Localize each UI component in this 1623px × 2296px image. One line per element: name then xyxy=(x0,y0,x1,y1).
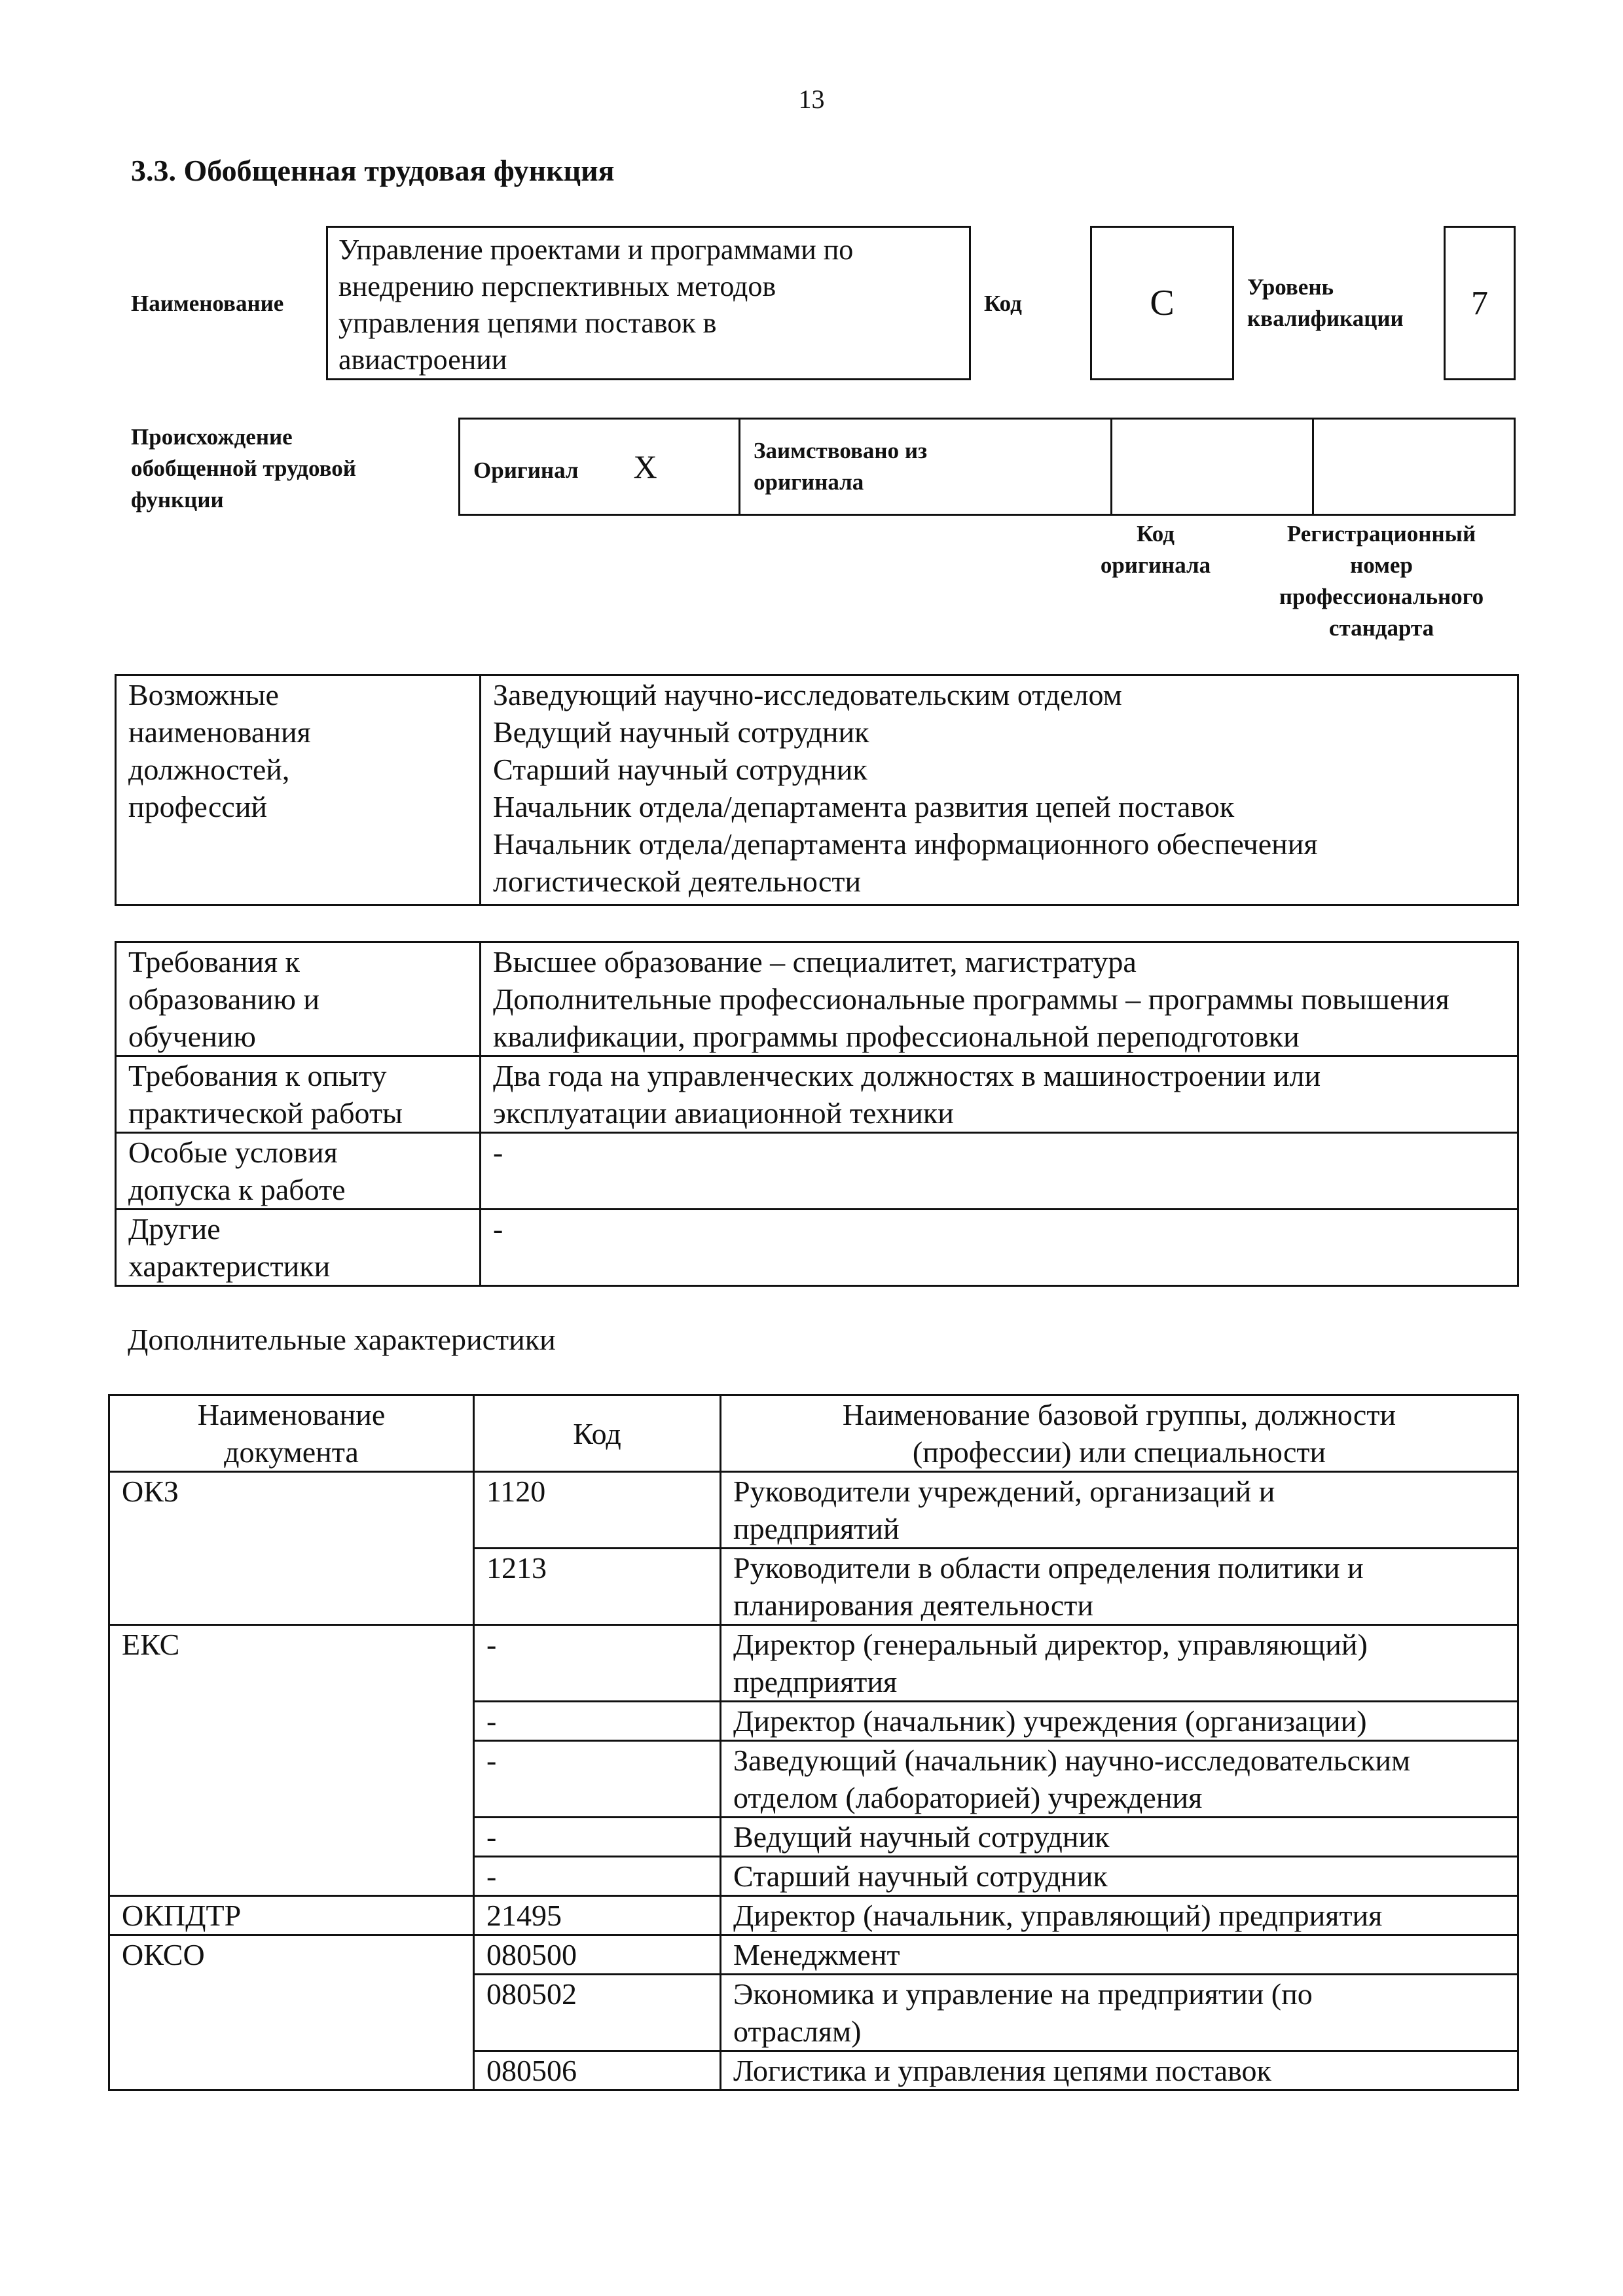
caption-line: Регистрационный xyxy=(1286,521,1476,547)
caption-line: номер xyxy=(1350,552,1413,578)
registration-number-cell xyxy=(1313,419,1515,515)
position-line: Заведующий научно-исследовательским отделом xyxy=(493,678,1122,711)
borrowed-cell xyxy=(740,419,1112,515)
header-doc xyxy=(109,1395,474,1472)
original-label: Оригинал xyxy=(473,457,579,483)
name-line: отраслям) xyxy=(733,2015,862,2048)
name-line: Экономика и управление на предприятии (по xyxy=(733,1977,1313,2011)
name-label: Наименование xyxy=(131,291,284,316)
requirement-label-line: практической работы xyxy=(128,1096,403,1130)
function-name-line: Управление проектами и программами по xyxy=(338,234,854,266)
requirement-value xyxy=(481,942,1518,1056)
name-cell xyxy=(721,1472,1518,1549)
table-row xyxy=(109,1472,1518,1549)
requirements-row xyxy=(116,1133,1518,1210)
code-cell: 080506 xyxy=(474,2051,721,2090)
section-title: 3.3. Обобщенная трудовая функция xyxy=(131,154,615,187)
code-cell: 1213 xyxy=(474,1549,721,1625)
requirement-label xyxy=(116,942,481,1056)
caption-line: оригинала xyxy=(1100,552,1211,578)
position-line: логистической деятельности xyxy=(493,865,862,898)
original-cell xyxy=(460,419,740,515)
name-line: Руководители учреждений, организаций и xyxy=(733,1475,1275,1508)
origin-label-line: обобщенной трудовой xyxy=(131,456,356,481)
code-cell: - xyxy=(474,1625,721,1702)
header-line: Наименование xyxy=(197,1398,386,1431)
function-name-box xyxy=(326,226,971,380)
requirement-label-line: Другие xyxy=(128,1212,221,1246)
name-cell: Менеджмент xyxy=(721,1935,1518,1975)
positions-label-line: наименования xyxy=(128,715,311,749)
code-value: С xyxy=(1090,226,1234,380)
code-cell: - xyxy=(474,1741,721,1818)
code-cell: - xyxy=(474,1857,721,1896)
requirement-label-line: характеристики xyxy=(128,1249,331,1283)
positions-label-line: должностей, xyxy=(128,753,290,786)
additional-title: Дополнительные характеристики xyxy=(128,1323,556,1356)
header-name xyxy=(721,1395,1518,1472)
requirement-label-line: допуска к работе xyxy=(128,1173,346,1206)
caption-line: стандарта xyxy=(1328,615,1434,641)
name-cell xyxy=(721,1549,1518,1625)
requirement-value-line: Высшее образование – специалитет, магистратура xyxy=(493,945,1137,978)
name-cell: Ведущий научный сотрудник xyxy=(721,1818,1518,1857)
borrowed-label-line: Заимствовано из xyxy=(754,438,928,463)
position-line: Начальник отдела/департамента информационного обеспечения xyxy=(493,827,1318,861)
header-line: документа xyxy=(224,1435,359,1469)
position-line: Старший научный сотрудник xyxy=(493,753,867,786)
name-cell: Директор (начальник, управляющий) предприятия xyxy=(721,1896,1518,1935)
doc-cell: ОКСО xyxy=(109,1935,474,2090)
level-label-line: Уровень xyxy=(1247,274,1334,300)
additional-table xyxy=(108,1394,1519,2091)
code-label: Код xyxy=(984,291,1022,316)
origin-label-line: функции xyxy=(131,487,224,512)
code-cell: - xyxy=(474,1702,721,1741)
doc-cell: ОКЗ xyxy=(109,1472,474,1625)
doc-cell: ЕКС xyxy=(109,1625,474,1896)
positions-label-line: профессий xyxy=(128,790,268,823)
positions-label xyxy=(116,675,481,905)
name-line: Заведующий (начальник) научно-исследовательским xyxy=(733,1744,1411,1777)
requirement-label xyxy=(116,1056,481,1133)
code-cell: 080500 xyxy=(474,1935,721,1975)
name-cell: Директор (начальник) учреждения (организации) xyxy=(721,1702,1518,1741)
name-cell xyxy=(721,1741,1518,1818)
caption-line: профессионального xyxy=(1279,584,1484,609)
origin-table xyxy=(458,418,1516,516)
requirement-label-line: Особые условия xyxy=(128,1136,338,1169)
function-name-line: управления цепями поставок в xyxy=(338,307,717,339)
requirement-label xyxy=(116,1210,481,1286)
registration-number-caption xyxy=(1237,518,1525,644)
level-value: 7 xyxy=(1444,226,1516,380)
position-line: Ведущий научный сотрудник xyxy=(493,715,869,749)
requirements-row xyxy=(116,1056,1518,1133)
function-name-line: авиастроении xyxy=(338,344,507,376)
name-line: планирования деятельности xyxy=(733,1588,1093,1622)
caption-line: Код xyxy=(1137,521,1175,547)
requirement-label xyxy=(116,1133,481,1210)
origin-label-line: Происхождение xyxy=(131,424,293,450)
name-line: предприятий xyxy=(733,1512,900,1545)
requirement-label-line: Требования к xyxy=(128,945,300,978)
doc-cell: ОКПДТР xyxy=(109,1896,474,1935)
header-code: Код xyxy=(474,1395,721,1472)
code-cell: 21495 xyxy=(474,1896,721,1935)
table-header-row xyxy=(109,1395,1518,1472)
name-line: отделом (лабораторией) учреждения xyxy=(733,1781,1203,1814)
name-line: Директор (генеральный директор, управляющий) xyxy=(733,1628,1368,1661)
requirement-value xyxy=(481,1056,1518,1133)
name-cell xyxy=(721,1975,1518,2051)
requirements-table xyxy=(115,941,1519,1287)
page-number: 13 xyxy=(798,84,825,114)
name-cell xyxy=(721,1625,1518,1702)
requirement-label-line: Требования к опыту xyxy=(128,1059,387,1092)
requirement-value-line: Два года на управленческих должностях в машиностроении или xyxy=(493,1059,1321,1092)
name-line: Руководители в области определения политики и xyxy=(733,1551,1364,1585)
positions-label-line: Возможные xyxy=(128,678,279,711)
requirement-value: - xyxy=(481,1133,1518,1210)
original-code-caption xyxy=(1067,518,1244,581)
table-row xyxy=(109,1625,1518,1702)
header-line: Наименование базовой группы, должности xyxy=(842,1398,1396,1431)
function-name-line: внедрению перспективных методов xyxy=(338,270,776,302)
original-code-cell xyxy=(1112,419,1313,515)
table-row xyxy=(109,1896,1518,1935)
requirements-row xyxy=(116,1210,1518,1286)
positions-table xyxy=(115,674,1519,906)
code-cell: 1120 xyxy=(474,1472,721,1549)
code-cell: - xyxy=(474,1818,721,1857)
origin-label xyxy=(131,422,356,516)
requirement-value-line: эксплуатации авиационной техники xyxy=(493,1096,954,1130)
requirement-value-line: Дополнительные профессиональные программы – программы повышения xyxy=(493,982,1450,1016)
requirement-value: - xyxy=(481,1210,1518,1286)
requirement-value-line: квалификации, программы профессиональной переподготовки xyxy=(493,1020,1300,1053)
level-label xyxy=(1247,272,1404,334)
name-cell: Старший научный сотрудник xyxy=(721,1857,1518,1896)
position-line: Начальник отдела/департамента развития цепей поставок xyxy=(493,790,1235,823)
positions-value xyxy=(481,675,1518,905)
requirement-label-line: обучению xyxy=(128,1020,256,1053)
requirement-label-line: образованию и xyxy=(128,982,319,1016)
name-line: предприятия xyxy=(733,1665,898,1698)
table-row xyxy=(109,1935,1518,1975)
requirements-row xyxy=(116,942,1518,1056)
name-cell: Логистика и управления цепями поставок xyxy=(721,2051,1518,2090)
level-label-line: квалификации xyxy=(1247,306,1404,331)
borrowed-label-line: оригинала xyxy=(754,469,864,495)
header-line: (профессии) или специальности xyxy=(912,1435,1326,1469)
original-mark: X xyxy=(633,448,657,485)
code-cell: 080502 xyxy=(474,1975,721,2051)
